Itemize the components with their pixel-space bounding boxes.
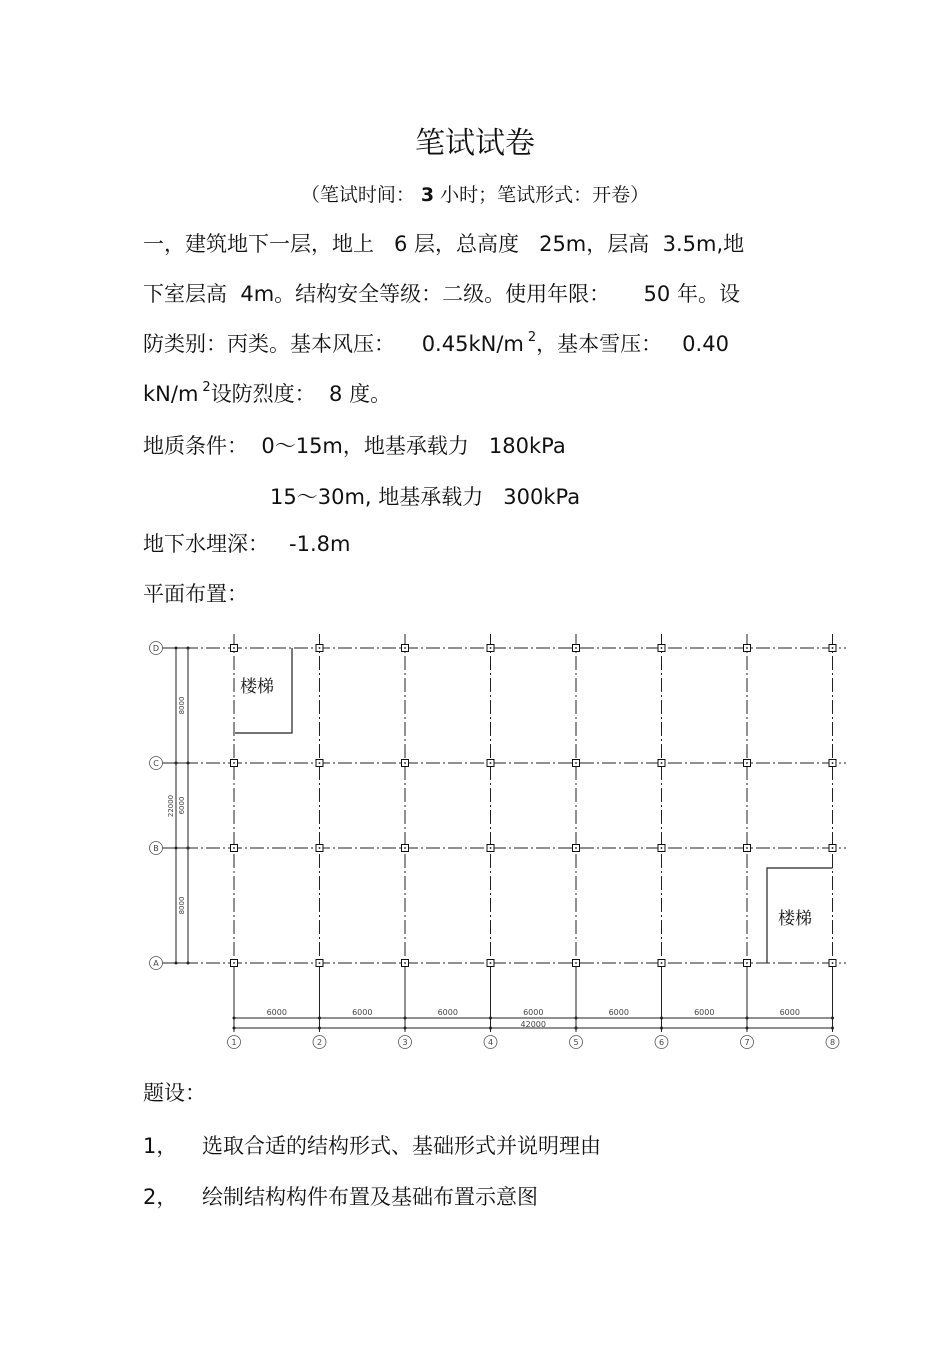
bay-dim-label: 6000 xyxy=(523,1008,544,1017)
column-center xyxy=(490,762,492,764)
column-center xyxy=(319,847,321,849)
column-center xyxy=(575,962,577,964)
dim-dot xyxy=(233,1017,236,1020)
superscript: 2 xyxy=(202,380,211,395)
dim-dot xyxy=(831,1017,834,1020)
dim-dot xyxy=(489,1027,492,1030)
exam-info xyxy=(0,180,950,207)
exam-hours: 3 xyxy=(420,184,435,206)
column-axis-label: 4 xyxy=(487,1038,494,1047)
dim-dot xyxy=(831,1027,834,1030)
column-center xyxy=(661,962,663,964)
dim-dot xyxy=(404,1027,407,1030)
total-dim-label: 42000 xyxy=(520,1020,546,1029)
column-center xyxy=(404,962,406,964)
page-title: 笔试试卷 xyxy=(415,126,535,161)
column-center xyxy=(319,762,321,764)
spec-line-4 xyxy=(143,378,391,408)
bay-dim-label: 6000 xyxy=(352,1008,373,1017)
dimension-lines xyxy=(172,647,834,1033)
seismic-intensity: 设防烈度： 8 度。 xyxy=(210,382,392,406)
row-axis-label: D xyxy=(152,644,160,653)
dim-dot xyxy=(175,647,178,650)
snow-unit: kN/m xyxy=(143,382,199,406)
exam-info-prefix: （笔试时间： xyxy=(300,184,415,206)
question-1-text: 选取合适的结构形式、基础形式并说明理由 xyxy=(202,1134,601,1158)
questions-heading: 题设： xyxy=(143,1081,206,1105)
column-center xyxy=(832,647,834,649)
row-dim-label: 8000 xyxy=(178,696,186,715)
column-center xyxy=(404,847,406,849)
dim-dot xyxy=(187,962,190,965)
column-center xyxy=(832,847,834,849)
column-center xyxy=(575,647,577,649)
superscript: 2 xyxy=(527,330,537,345)
row-axis-label: A xyxy=(153,959,159,968)
column-center xyxy=(233,647,235,649)
column-center xyxy=(575,847,577,849)
column-center xyxy=(490,647,492,649)
column-center xyxy=(746,962,748,964)
floor-plan-drawing xyxy=(140,630,852,1060)
column-axis-label: 2 xyxy=(316,1038,323,1047)
dim-dot xyxy=(575,1017,578,1020)
column-center xyxy=(661,647,663,649)
dim-dot xyxy=(187,847,190,850)
row-total-dim-label: 22000 xyxy=(167,794,175,818)
dim-dot xyxy=(404,1017,407,1020)
stair-label: 楼梯 xyxy=(778,909,812,929)
column-center xyxy=(575,762,577,764)
dim-dot xyxy=(660,1027,663,1030)
dim-dot xyxy=(575,1027,578,1030)
groundwater-line: 地下水埋深： -1.8m xyxy=(143,532,351,556)
dim-dot xyxy=(187,647,190,650)
question-2-text: 绘制结构构件布置及基础布置示意图 xyxy=(202,1185,538,1209)
row-axis-label: B xyxy=(153,844,159,853)
bay-dim-label: 6000 xyxy=(437,1008,458,1017)
column-center xyxy=(490,847,492,849)
spec-line-2: 下室层高 4m。结构安全等级：二级。使用年限： 50 年。设 xyxy=(143,282,740,306)
bay-dim-label: 6000 xyxy=(266,1008,287,1017)
column-center xyxy=(233,762,235,764)
bay-dim-label: 6000 xyxy=(779,1008,800,1017)
dim-dot xyxy=(318,1027,321,1030)
column-axis-label: 3 xyxy=(402,1038,408,1047)
column-center xyxy=(661,762,663,764)
column-axis-label: 6 xyxy=(658,1038,665,1047)
stair-outlines xyxy=(235,648,833,963)
dim-dot xyxy=(660,1017,663,1020)
dim-dot xyxy=(318,1017,321,1020)
dim-dot xyxy=(233,1027,236,1030)
dim-dot xyxy=(175,762,178,765)
column-center xyxy=(832,962,834,964)
bay-dim-label: 6000 xyxy=(694,1008,715,1017)
geology-line-1: 地质条件： 0～15m，地基承载力 180kPa xyxy=(143,434,566,458)
row-dim-label: 8000 xyxy=(178,896,186,915)
dim-dot xyxy=(175,962,178,965)
row-axis-label: C xyxy=(153,759,159,768)
dim-dot xyxy=(187,762,190,765)
wind-pressure: 防类别：丙类。基本风压： 0.45kN/m xyxy=(143,332,524,356)
exam-info-suffix: 小时；笔试形式：开卷） xyxy=(440,184,650,206)
column-center xyxy=(490,962,492,964)
column-center xyxy=(404,762,406,764)
column-axis-label: 7 xyxy=(744,1038,750,1047)
column-center xyxy=(319,647,321,649)
question-2-number: 2， xyxy=(143,1185,178,1209)
column-center xyxy=(746,647,748,649)
spec-line-1: 一，建筑地下一层，地上 6 层，总高度 25m，层高 3.5m,地 xyxy=(143,232,745,256)
column-center xyxy=(746,847,748,849)
dim-dot xyxy=(175,847,178,850)
column-axis-label: 8 xyxy=(829,1038,836,1047)
column-axis-label: 1 xyxy=(231,1038,237,1047)
snow-pressure: ，基本雪压： 0.40 xyxy=(536,332,729,356)
column-center xyxy=(404,647,406,649)
spec-line-3 xyxy=(143,328,729,358)
columns xyxy=(231,645,837,967)
question-1-number: 1， xyxy=(143,1134,178,1158)
dim-dot xyxy=(746,1027,749,1030)
column-center xyxy=(233,962,235,964)
stair-label: 楼梯 xyxy=(240,677,274,697)
dim-dot xyxy=(746,1017,749,1020)
bay-dim-label: 6000 xyxy=(608,1008,629,1017)
column-center xyxy=(832,762,834,764)
column-axis-label: 5 xyxy=(573,1038,579,1047)
geology-line-2: 15～30m, 地基承载力 300kPa xyxy=(270,485,581,509)
column-center xyxy=(661,847,663,849)
plan-heading: 平面布置： xyxy=(143,582,248,606)
column-center xyxy=(233,847,235,849)
dim-dot xyxy=(489,1017,492,1020)
column-center xyxy=(746,762,748,764)
row-dim-label: 6000 xyxy=(178,796,186,815)
column-center xyxy=(319,962,321,964)
